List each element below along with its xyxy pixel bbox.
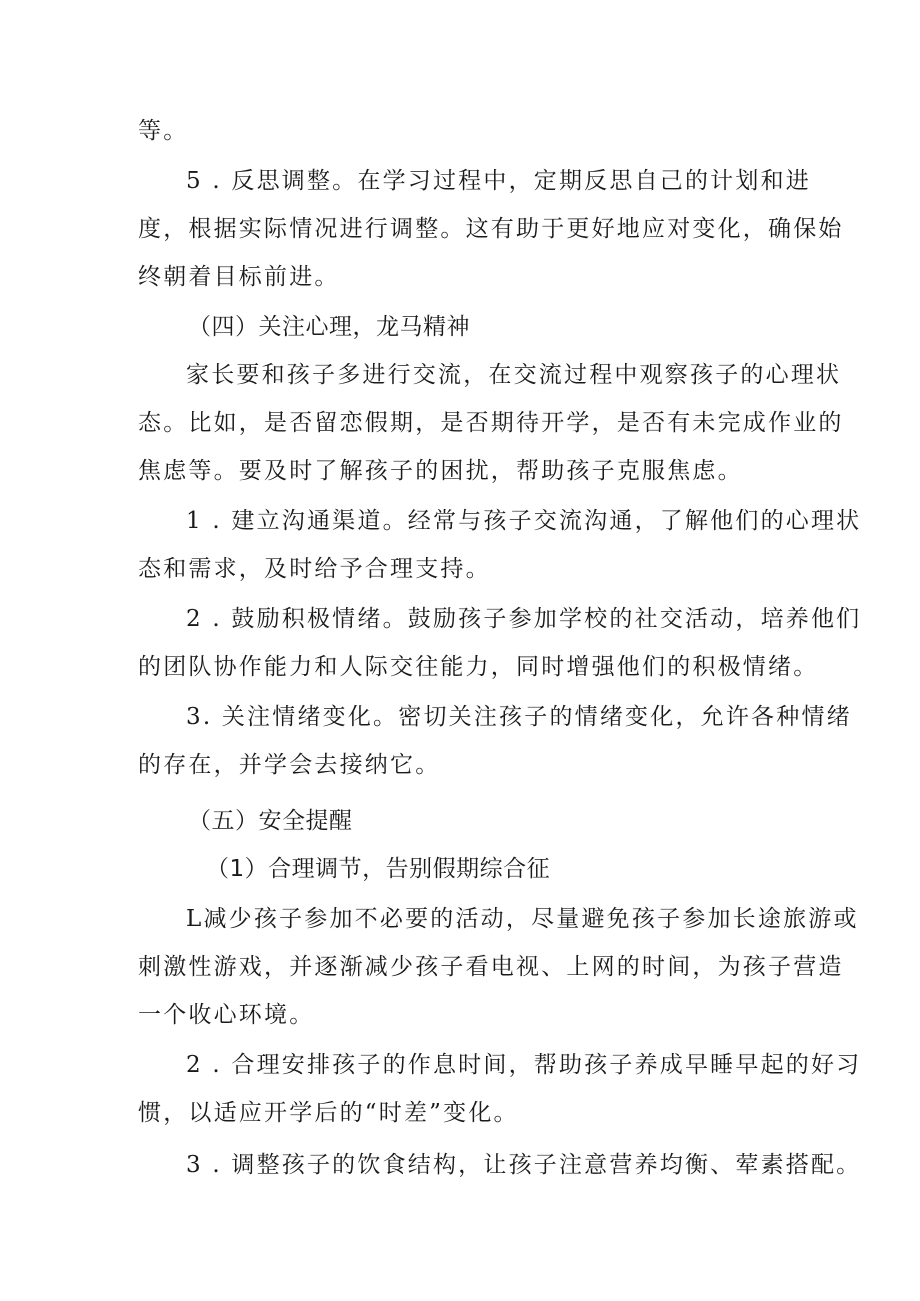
paragraph-line: 的存在，并学会去接纳它。 — [138, 752, 441, 778]
section-heading-psychology: （四）关注心理，龙马精神 — [188, 314, 470, 340]
paragraph-line: 惯，以适应开学后的“时差”变化。 — [138, 1100, 519, 1126]
list-item-reduce-activities: L减少孩子参加不必要的活动，尽量避免孩子参加长途旅游或 — [186, 906, 859, 932]
paragraph-line: 态和需求，及时给予合理支持。 — [138, 556, 491, 582]
paragraph-line: 终朝着目标前进。 — [138, 264, 340, 290]
list-item-communication: 1 . 建立沟通渠道。经常与孩子交流沟通，了解他们的心理状 — [186, 508, 862, 534]
list-item-emotion-change: 3. 关注情绪变化。密切关注孩子的情绪变化，允许各种情绪 — [186, 704, 852, 730]
list-item-reflect-adjust: 5 . 反思调整。在学习过程中，定期反思自己的计划和进 — [186, 168, 811, 194]
paragraph-line: 一个收心环境。 — [138, 1002, 315, 1028]
paragraph-line: 的团队协作能力和人际交往能力，同时增强他们的积极情绪。 — [138, 654, 819, 680]
paragraph-line: 度，根据实际情况进行调整。这有助于更好地应对变化，确保始 — [138, 216, 844, 242]
paragraph-line: 等。 — [138, 118, 189, 144]
paragraph-line: 家长要和孩子多进行交流，在交流过程中观察孩子的心理状 — [186, 362, 842, 388]
section-heading-safety: （五）安全提醒 — [188, 808, 353, 834]
paragraph-line: 刺激性游戏，并逐渐减少孩子看电视、上网的时间，为孩子营造 — [138, 954, 844, 980]
paragraph-line: 焦虑等。要及时了解孩子的困扰，帮助孩子克服焦虑。 — [138, 458, 743, 484]
list-item-schedule: 2 . 合理安排孩子的作息时间，帮助孩子养成早睡早起的好习 — [186, 1052, 862, 1078]
list-item-positive-emotion: 2 . 鼓励积极情绪。鼓励孩子参加学校的社交活动，培养他们 — [186, 606, 862, 632]
subsection-heading-adjust: （1）合理调节，告别假期综合征 — [206, 856, 551, 882]
paragraph-line: 态。比如，是否留恋假期，是否期待开学，是否有未完成作业的 — [138, 410, 844, 436]
list-item-diet: 3 . 调整孩子的饮食结构，让孩子注意营养均衡、荤素搭配。 — [186, 1152, 862, 1178]
